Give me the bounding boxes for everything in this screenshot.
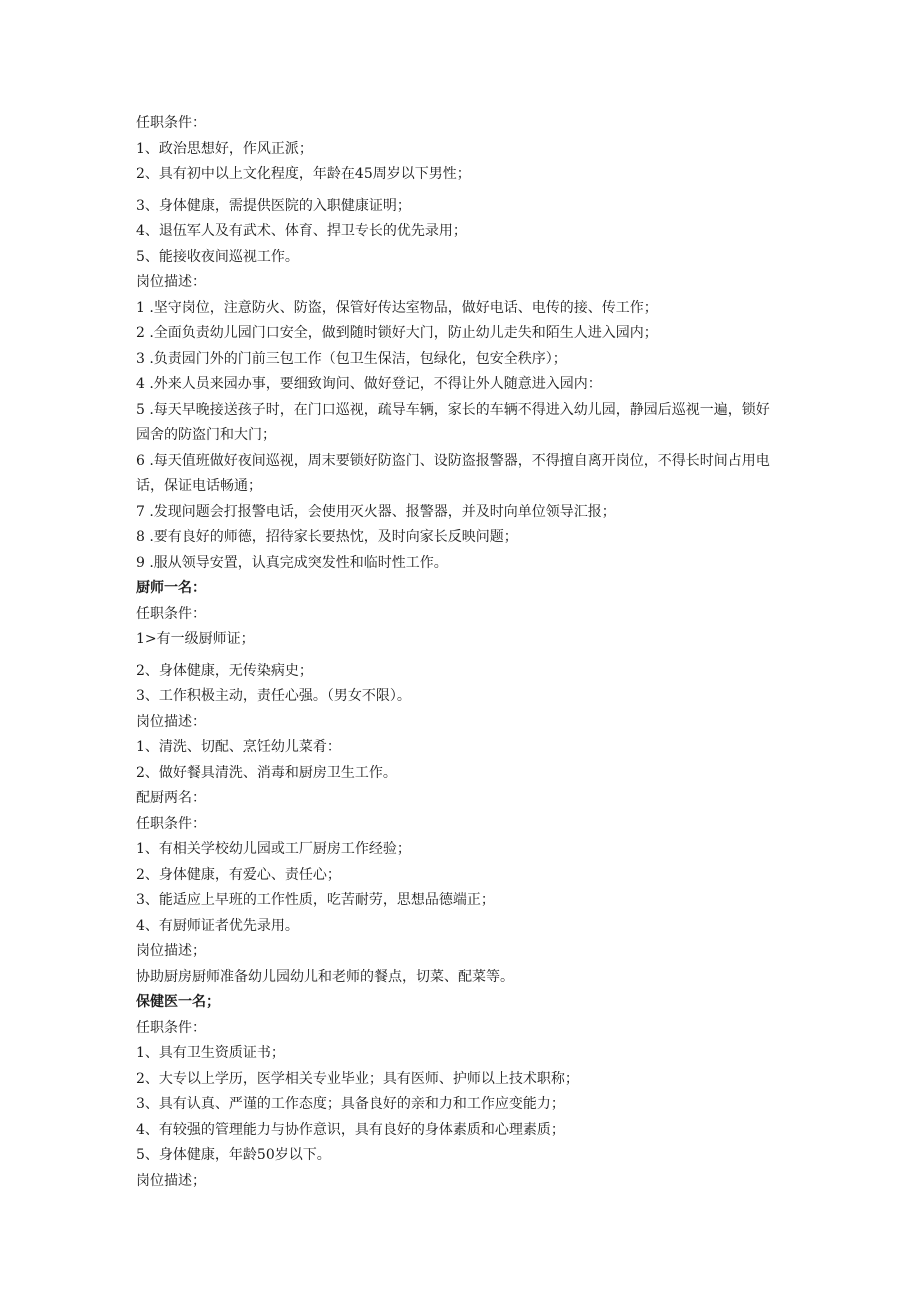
section-heading: 保健医一名； [136, 994, 220, 1010]
text-line: 2 .全面负责幼儿园门口安全，做到随时锁好大门，防止幼儿走失和陌生人进入园内； [136, 325, 658, 341]
text-line: 2、大专以上学历，医学相关专业毕业；具有医师、护师以上技术职称； [136, 1070, 579, 1087]
text-line: 2、做好餐具清洗、消毒和厨房卫生工作。 [136, 764, 397, 781]
text-line: 1、具有卫生资质证书； [136, 1045, 285, 1061]
text-line: 任职条件： [136, 1019, 206, 1036]
text-line: 协助厨房厨师准备幼儿园幼儿和老师的餐点，切菜、配菜等。 [136, 968, 514, 985]
text-line: 任职条件： [136, 115, 206, 131]
text-line: 配厨两名： [136, 790, 206, 806]
text-line: 9 .服从领导安置，认真完成突发性和临时性工作。 [136, 554, 448, 571]
text-line: 岗位描述； [136, 1172, 206, 1189]
text-line: 3、身体健康，需提供医院的入职健康证明； [136, 197, 411, 214]
text-line: 7 .发现问题会打报警电话，会使用灭火器、报警器，并及时向单位领导汇报； [136, 503, 616, 520]
text-line: 4、退伍军人及有武术、体育、捍卫专长的优先录用； [136, 223, 467, 239]
text-line: 5、能接收夜间巡视工作。 [136, 248, 299, 265]
text-line: 2、身体健康，无传染病史； [136, 662, 313, 679]
text-line: 3、工作积极主动，责任心强。（男女不限）。 [136, 688, 411, 704]
text-line: 3、具有认真、严谨的工作态度；具备良好的亲和力和工作应变能力； [136, 1096, 565, 1112]
text-line: 8 .要有良好的师德，招待家长要热忱，及时向家长反映问题； [136, 529, 518, 545]
text-line: 5、身体健康，年龄50岁以下。 [136, 1147, 331, 1163]
text-line: 4、有较强的管理能力与协作意识，具有良好的身体素质和心理素质； [136, 1121, 565, 1138]
text-line: 1、清洗、切配、烹饪幼儿菜肴： [136, 739, 341, 755]
text-line: 2、具有初中以上文化程度，年龄在45周岁以下男性； [136, 166, 471, 182]
text-line: 任职条件： [136, 605, 206, 622]
text-line: 6 .每天值班做好夜间巡视，周末要锁好防盗门、设防盗报警器，不得擅自离开岗位，不得长时间占用电话，保证电话畅通； [136, 452, 770, 494]
text-line: 5 .每天早晚接送孩子时，在门口巡视，疏导车辆，家长的车辆不得进入幼儿园，静园后巡视一遍，锁好园舍的防盗门和大门； [136, 401, 770, 443]
document-body [136, 111, 781, 1194]
text-line: 4 .外来人员来园办事，要细致询问、做好登记，不得让外人随意进入园内： [136, 376, 602, 392]
text-line: 任职条件： [136, 815, 206, 832]
text-line: 2、身体健康，有爱心、责任心； [136, 866, 341, 883]
text-line: 1>有一级厨师证； [136, 631, 255, 647]
text-line: 1、有相关学校幼儿园或工厂厨房工作经验； [136, 841, 411, 857]
text-line: 3 .负责园门外的门前三包工作（包卫生保洁，包绿化，包安全秩序）； [136, 350, 567, 367]
section-heading: 厨师一名： [136, 580, 206, 596]
text-line: 岗位描述； [136, 943, 206, 959]
text-line: 1 .坚守岗位，注意防火、防盗，保管好传达室物品，做好电话、电传的接、传工作； [136, 299, 658, 316]
text-line: 4、有厨师证者优先录用。 [136, 917, 299, 934]
text-line: 岗位描述： [136, 274, 206, 290]
text-line: 岗位描述： [136, 713, 206, 730]
text-line: 1、政治思想好，作风正派； [136, 140, 313, 157]
text-line: 3、能适应上早班的工作性质，吃苦耐劳，思想品德端正； [136, 892, 495, 908]
